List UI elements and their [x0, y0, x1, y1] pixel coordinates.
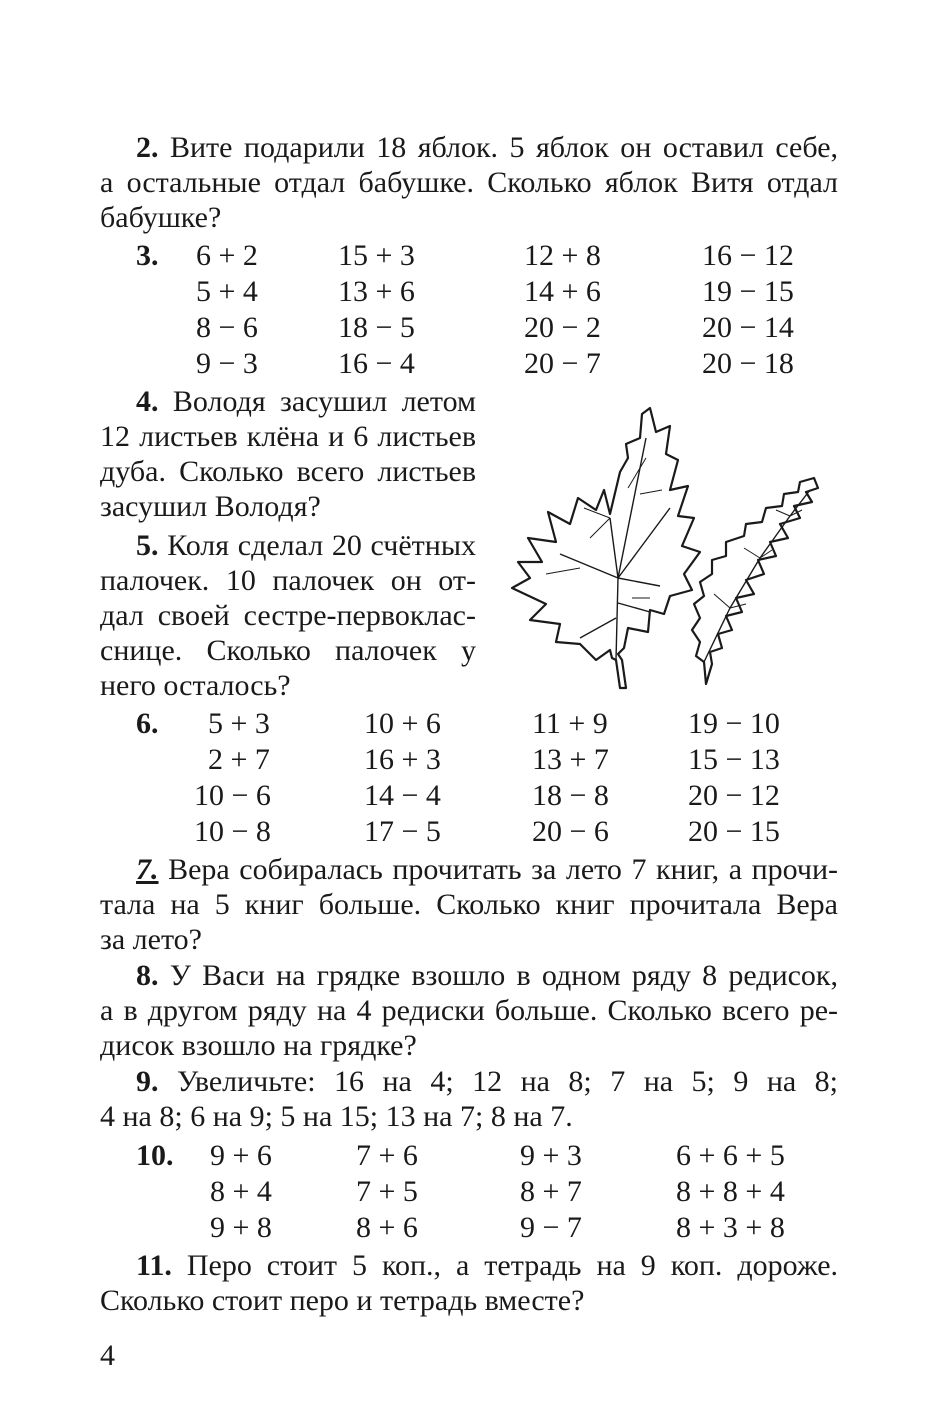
task-number: 4. — [136, 385, 159, 418]
leaves-illustration — [500, 398, 840, 698]
expression: 8 + 4 — [210, 1175, 272, 1208]
expression: 17 − 5 — [364, 815, 441, 848]
task-text-line: Вите подарили 18 яблок. 5 яблок он оставил себе, — [169, 131, 839, 164]
task-text-line: а в другом ряду на 4 редиски больше. Сколько всего ре- — [100, 994, 838, 1027]
task-number: 5. — [136, 529, 159, 562]
expression: 6 + 2 — [196, 239, 258, 272]
task-text-line: Сколько стоит перо и тетрадь вместе? — [100, 1284, 585, 1317]
expression: 18 − 8 — [532, 779, 609, 812]
expression: 9 + 8 — [210, 1211, 272, 1244]
expression: 8 + 8 + 4 — [676, 1175, 785, 1208]
task-text-line: а остальные отдал бабушке. Сколько яблок Витя отдал — [100, 166, 838, 199]
expression: 8 + 6 — [356, 1211, 418, 1244]
expression: 10 − 6 — [194, 779, 271, 812]
task-11 — [100, 1248, 838, 1318]
task-number: 7. — [136, 853, 159, 886]
expression: 15 − 13 — [688, 743, 780, 776]
expression: 14 + 6 — [524, 275, 601, 308]
expression: 16 − 4 — [338, 347, 415, 380]
expression: 18 − 5 — [338, 311, 415, 344]
expression: 16 + 3 — [364, 743, 441, 776]
task-4 — [100, 384, 476, 524]
expression: 15 + 3 — [338, 239, 415, 272]
expression: 7 + 5 — [356, 1175, 418, 1208]
task-text-line: бабушке? — [100, 201, 222, 234]
expression: 8 − 6 — [196, 311, 258, 344]
expression: 19 − 15 — [702, 275, 794, 308]
expression: 6 + 6 + 5 — [676, 1139, 785, 1172]
task-text-line: Володя засушил летом — [172, 385, 476, 418]
task-number: 6. — [136, 707, 159, 740]
task-text-line: тала на 5 книг больше. Сколько книг прочитала Вера — [100, 888, 838, 921]
expression: 9 + 3 — [520, 1139, 582, 1172]
task-text-line: снице. Сколько палочек у — [100, 634, 476, 667]
expression: 20 − 18 — [702, 347, 794, 380]
expression: 9 − 7 — [520, 1211, 582, 1244]
expression: 7 + 6 — [356, 1139, 418, 1172]
task-number: 9. — [136, 1065, 159, 1098]
oak-leaf-icon — [692, 478, 818, 684]
task-2 — [100, 130, 838, 235]
expression: 2 + 7 — [208, 743, 270, 776]
task-text-line: за лето? — [100, 923, 202, 956]
expression: 20 − 6 — [532, 815, 609, 848]
expression: 11 + 9 — [532, 707, 608, 740]
expression: 19 − 10 — [688, 707, 780, 740]
expression: 13 + 6 — [338, 275, 415, 308]
task-number: 11. — [136, 1249, 172, 1282]
expression: 14 − 4 — [364, 779, 441, 812]
expression: 9 − 3 — [196, 347, 258, 380]
task-text-line: У Васи на грядке взошло в одном ряду 8 редисок, — [169, 959, 839, 992]
task-text-line: Коля сделал 20 счётных — [167, 529, 476, 562]
task-text-line: Перо стоит 5 коп., а тетрадь на 9 коп. дороже. — [186, 1249, 839, 1282]
expression: 10 − 8 — [194, 815, 271, 848]
expression: 13 + 7 — [532, 743, 609, 776]
task-number: 8. — [136, 959, 159, 992]
task-text-line: него осталось? — [100, 669, 291, 702]
expression: 16 − 12 — [702, 239, 794, 272]
task-9 — [100, 1064, 838, 1134]
expression: 20 − 2 — [524, 311, 601, 344]
task-text-line: Увеличьте: 16 на 4; 12 на 8; 7 на 5; 9 на 8; — [176, 1065, 838, 1098]
expression: 8 + 3 + 8 — [676, 1211, 785, 1244]
task-8 — [100, 958, 838, 1063]
task-text-line: засушил Володя? — [100, 490, 321, 523]
maple-leaf-icon — [512, 408, 700, 688]
task-text-line: Вера собиралась прочитать за лето 7 книг, а прочи- — [168, 853, 838, 886]
expression: 9 + 6 — [210, 1139, 272, 1172]
expression: 20 − 14 — [702, 311, 794, 344]
expression: 20 − 15 — [688, 815, 780, 848]
expression: 20 − 7 — [524, 347, 601, 380]
task-number: 10. — [136, 1139, 174, 1172]
expression: 20 − 12 — [688, 779, 780, 812]
task-text-line: дисок взошло на грядке? — [100, 1029, 417, 1062]
expression: 5 + 4 — [196, 275, 258, 308]
task-5 — [100, 528, 476, 703]
task-text-line: дуба. Сколько всего листьев — [100, 455, 476, 488]
task-number: 3. — [136, 239, 159, 272]
expression: 12 + 8 — [524, 239, 601, 272]
task-7 — [100, 852, 838, 957]
task-text-line: дал своей сестре-первоклас- — [100, 599, 476, 632]
task-text-line: 4 на 8; 6 на 9; 5 на 15; 13 на 7; 8 на 7. — [100, 1100, 573, 1133]
expression: 5 + 3 — [208, 707, 270, 740]
expression: 8 + 7 — [520, 1175, 582, 1208]
page-number: 4 — [100, 1339, 115, 1372]
task-text-line: 12 листьев клёна и 6 листьев — [100, 420, 476, 453]
task-text-line: палочек. 10 палочек он от- — [100, 564, 476, 597]
expression: 10 + 6 — [364, 707, 441, 740]
task-number: 2. — [136, 131, 159, 164]
